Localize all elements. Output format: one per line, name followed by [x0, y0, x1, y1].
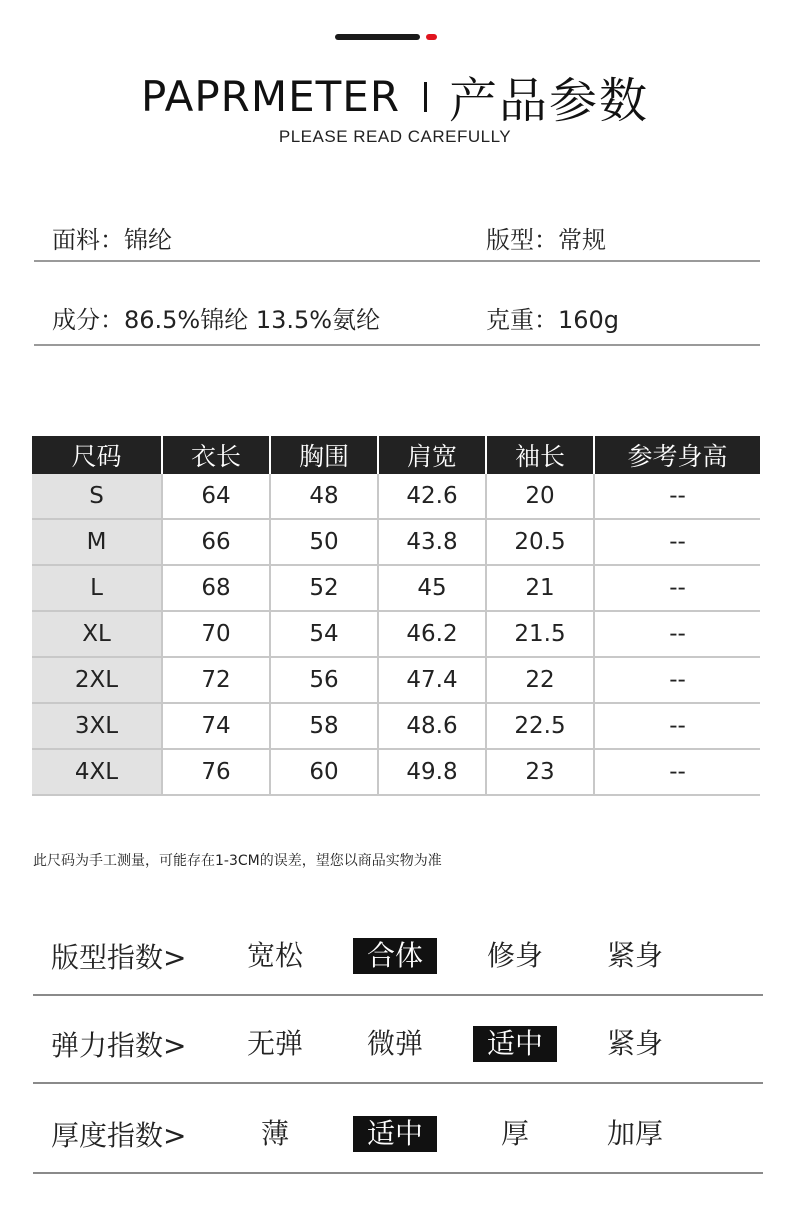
table-row [32, 519, 760, 565]
size-cell: 3XL [32, 703, 162, 749]
index-label: 弹力指数> [51, 1029, 187, 1062]
param-row-composition-weight [34, 300, 760, 346]
table-cell: 23 [486, 749, 594, 795]
header-length: 衣长 [162, 436, 270, 474]
page-title [0, 62, 790, 131]
size-cell: XL [32, 611, 162, 657]
table-cell: 64 [162, 474, 270, 519]
table-cell: -- [594, 703, 760, 749]
index-option-selected: 适中 [353, 1116, 437, 1152]
table-cell: 66 [162, 519, 270, 565]
table-cell: 58 [270, 703, 378, 749]
index-option: 加厚 [606, 1117, 663, 1150]
param-weight: 克重：160g [486, 306, 620, 334]
table-cell: 72 [162, 657, 270, 703]
table-cell: -- [594, 657, 760, 703]
size-cell: S [32, 474, 162, 519]
index-option: 薄 [260, 1117, 289, 1150]
table-row [32, 749, 760, 795]
table-row [32, 474, 760, 519]
size-table-header [32, 436, 760, 474]
index-row-elasticity [33, 1016, 763, 1084]
index-option: 微弹 [366, 1027, 423, 1060]
table-cell: 76 [162, 749, 270, 795]
table-cell: 74 [162, 703, 270, 749]
decorative-dot [426, 34, 437, 40]
table-cell: 70 [162, 611, 270, 657]
table-row [32, 657, 760, 703]
title-english: PAPRMETER [140, 72, 400, 121]
table-cell: 52 [270, 565, 378, 611]
table-cell: -- [594, 749, 760, 795]
table-cell: 47.4 [378, 657, 486, 703]
table-cell: 20.5 [486, 519, 594, 565]
table-cell: 60 [270, 749, 378, 795]
table-cell: 68 [162, 565, 270, 611]
index-option: 厚 [500, 1117, 529, 1150]
size-cell: 4XL [32, 749, 162, 795]
header-sleeve: 袖长 [486, 436, 594, 474]
table-cell: -- [594, 519, 760, 565]
header-size: 尺码 [32, 436, 162, 474]
table-row [32, 703, 760, 749]
table-cell: 22.5 [486, 703, 594, 749]
index-label: 版型指数> [51, 941, 187, 974]
index-label: 厚度指数> [51, 1119, 187, 1152]
page-subtitle: PLEASE READ CAREFULLY [278, 127, 512, 146]
param-row-fabric-fit [34, 220, 760, 262]
table-cell: 54 [270, 611, 378, 657]
table-cell: 48 [270, 474, 378, 519]
header-shoulder: 肩宽 [378, 436, 486, 474]
table-cell: 43.8 [378, 519, 486, 565]
table-row [32, 611, 760, 657]
index-option: 宽松 [246, 939, 303, 972]
header-chest: 胸围 [270, 436, 378, 474]
index-row-thickness [33, 1106, 763, 1174]
size-cell: L [32, 565, 162, 611]
index-row-fit [33, 928, 763, 996]
table-cell: 21 [486, 565, 594, 611]
index-option-selected: 合体 [353, 938, 437, 974]
header-height: 参考身高 [594, 436, 760, 474]
table-cell: 21.5 [486, 611, 594, 657]
index-option-selected: 适中 [473, 1026, 557, 1062]
size-cell: M [32, 519, 162, 565]
table-row [32, 565, 760, 611]
index-option: 紧身 [606, 939, 663, 972]
title-separator [424, 82, 427, 112]
table-cell: 49.8 [378, 749, 486, 795]
table-cell: 42.6 [378, 474, 486, 519]
index-option: 紧身 [606, 1027, 663, 1060]
table-cell: -- [594, 474, 760, 519]
table-cell: 45 [378, 565, 486, 611]
table-cell: 46.2 [378, 611, 486, 657]
size-table [32, 436, 760, 796]
param-fit: 版型：常规 [486, 226, 606, 254]
param-fabric: 面料：锦纶 [52, 226, 172, 254]
measurement-note: 此尺码为手工测量，可能存在1-3CM的误差，望您以商品实物为准 [33, 853, 442, 869]
table-cell: 20 [486, 474, 594, 519]
table-cell: 56 [270, 657, 378, 703]
param-composition: 成分：86.5%锦纶 13.5%氨纶 [52, 306, 381, 334]
title-chinese: 产品参数 [449, 73, 650, 129]
table-cell: 22 [486, 657, 594, 703]
index-option: 无弹 [246, 1027, 303, 1060]
index-option: 修身 [486, 939, 543, 972]
table-cell: -- [594, 565, 760, 611]
decorative-bar [335, 34, 420, 40]
table-cell: -- [594, 611, 760, 657]
table-cell: 50 [270, 519, 378, 565]
table-cell: 48.6 [378, 703, 486, 749]
size-cell: 2XL [32, 657, 162, 703]
